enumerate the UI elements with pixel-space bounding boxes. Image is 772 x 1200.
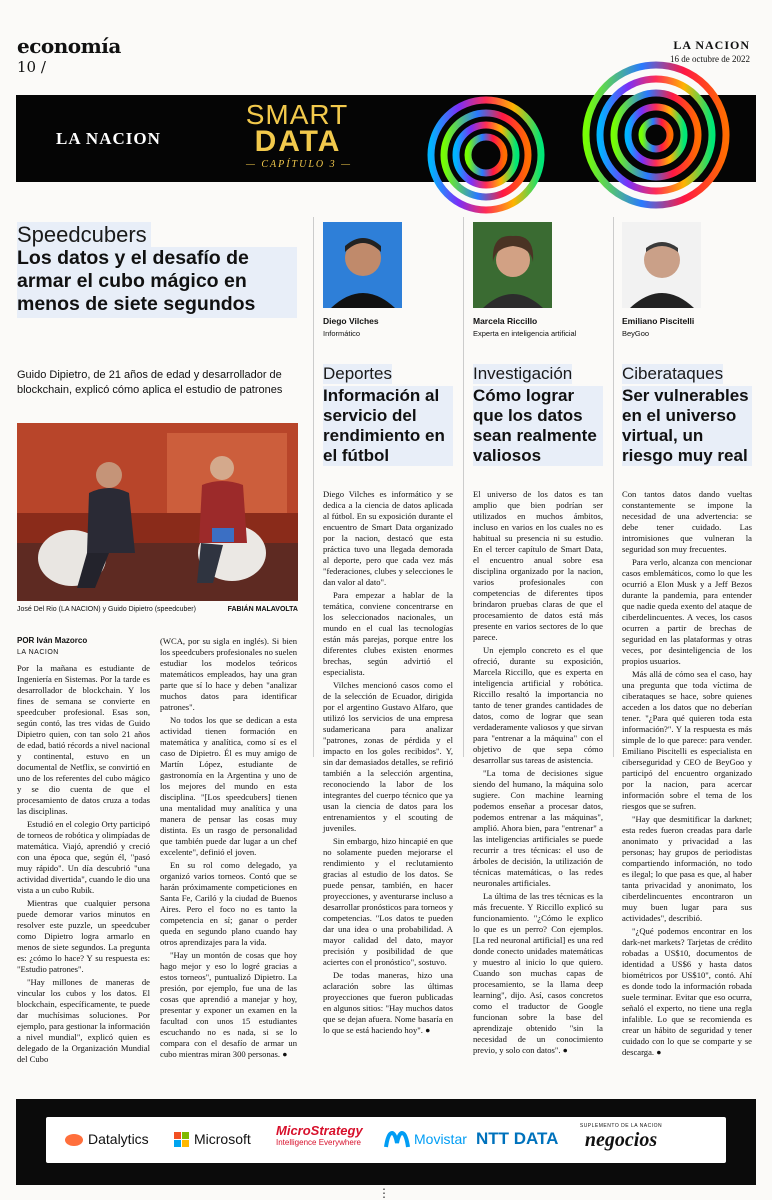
photo-caption: José Del Rio (LA NACION) y Guido Dipietro (speedcuber) FABIÁN MALAVOLTA — [17, 606, 298, 613]
profile-name: Diego Vilches — [323, 316, 379, 326]
byline: POR Iván Mazorco — [17, 636, 88, 645]
profile-headline: Ser vulnerables en el universo virtual, un riesgo muy real — [622, 386, 752, 466]
profile-role: Informático — [323, 329, 361, 338]
page-number: 10 / — [17, 58, 46, 76]
column-divider — [313, 217, 314, 757]
movistar-logo-icon — [384, 1131, 410, 1149]
photo-credit: FABIÁN MALAVOLTA — [227, 606, 298, 613]
sponsor-ntt-data[interactable]: NTT DATA — [476, 1129, 559, 1148]
main-article-col1: Por la mañana es estudiante de Ingeniería en Sistemas. Por la tarde es desarrollador de blockchain. Y los fines de semana se convierte en speedcuber profesional. Esas son, según contó, las tres vidas de Guido Dipietro quien, con tan solo 21 años de edad, batió récords a nivel nacional y continental, estuvo en un documental de Netflix, se convirtió en uno de los referentes del cubo mágico y se dio cuenta de que el procesamiento de datos cruza a todas las disciplinas. Estudió en el colegio Orty participó de torneos de robótica y olimpíadas de matemática. Viajó, aprendió y creció con una época que, según él, "pasó muy rápido". Un día descubrió "una actividad divertida", cuando le dio una vista a un cubo Rubik. Mientras que cualquier persona puede demorar varios minutos en resolver este puzzle, un speedcuber como Dipietro logra armarlo en menos de siete segundos. La pregunta es: ¿cómo lo hace? Y su respuesta es: "Estudio patrones". "Hay millones de maneras de vincular los cubos y los datos. El blockchain, específicamente, te puede dar muchísimas soluciones. Por ejemplo, para gestionar la información a nivel mundial", explicó quien es delegado de la Organización Mundial del Cubo — [17, 663, 150, 1064]
banner-title-smart: SMART — [245, 99, 349, 130]
profile-body: El universo de los datos es tan amplio que bien podrían ser utilizados en muchos ámbitos, incluso en varios en los cuales no es habitual su presencia ni su estudio. En el tercer capítulo de Smart Data, el encuentro anual sobre esa disciplina organizado por la nacion, varios profesionales con competencias de diferentes tipos brindaron pruebas claras de que el procesamiento de datos está más presente en varios sectores de lo que parece. Un ejemplo concreto es el que ofreció, durante su exposición, Marcela Riccillo, que es experta en inteligencia artificial y robótica. Riccillo resaltó la importancia no tanto de tener grandes cantidades de datos, como de lograr que sean verdaderamente valiosos y que sirvan para "entrenar a la máquina" con el objetivo de que sepa cómo desarrollar sus tareas de asistencia. "La toma de decisiones sigue siendo del humano, la máquina solo sugiere. Con machine learning podemos enseñar a procesar datos, podemos entrenar a las máquinas", amplió. Ahora bien, para "entrenar" a las inteligencias artificiales se puede recurrir a tres técnicas: el uso de árboles de decisión, la utilización de técnicas matemáticas, o las redes neuronales artificiales. La última de las tres técnicas es la más frecuente. Y Riccillo explicó su funcionamiento. "¿Cómo le explico lo que es un perro? Con ejemplos. [La red neuronal artificial] es una red donde conecto unidades matemáticas y muestro al inicio lo que quiero. Cuando son muchas capas de procesamiento, se la llama deep learning", dijo. Así, casos concretos como el traductor de Google funcionan sobre la base del aprendizaje obtenido "sin la necesidad de un conocimiento previo, y solo con datos". ● — [473, 489, 603, 1055]
sponsor-movistar[interactable]: Movistar — [384, 1131, 467, 1149]
main-article-kicker: Speedcubers — [17, 222, 151, 248]
profile-body: Diego Vilches es informático y se dedica a la ciencia de datos aplicada al fútbol. En su exposición durante el encuentro de Smart Data organizado por la nacion, destacó que esta práctica tuvo una llegada demorada al deporte, pero que cada vez más "federaciones, clubes y selecciones le dan valor al dato". Para empezar a hablar de la temática, conviene concentrarse en los seleccionados nacionales, un mundo en el cual las tecnologías están más parejas, porque entre los diferentes clubes existen enormes brechas, según advirtió el especialista. Vilches mencionó casos como el de la selección de Ecuador, dirigida por el argentino Gustavo Alfaro, que utilizó los servicios de una empresa sudamericana para analizar "patrones, zonas de pérdida y el impacto en los goles recibidos". Y, sin dar demasiados detalles, se refirió también a la selección argentina, reconociendo la labor de los integrantes del cuerpo técnico que ya usan la ciencia de datos para los entrenamientos y el scouting de juveniles. Sin embargo, hizo hincapié en que no solamente pueden mejorarse el rendimiento y el reclutamiento gracias al estudio de los datos. Se puede pensar, también, en hacer proyecciones, y aventurarse incluso a desarrollar pronósticos para torneos y competencias. "Los datos te pueden dar una idea o una probabilidad. A mayor calidad del dato, mayor precisión y posibilidad de que aciertes con el pronóstico", sostuvo. De todas maneras, hizo una aclaración sobre las últimas proyecciones que fueron publicadas en algunos sitios: "Hay muchos datos que se dejan afuera. Nome basaría en lo que se está haciendo hoy". ● — [323, 489, 453, 1035]
sponsor-strip — [46, 1117, 726, 1163]
publication-date: 16 de octubre de 2022 — [670, 54, 750, 64]
profile-kicker: Investigación — [473, 364, 573, 383]
more-options-icon[interactable]: ⋮ — [378, 1186, 390, 1200]
main-article-headline: Los datos y el desafío de armar el cubo mágico en menos de siete segundos — [17, 247, 297, 318]
portrait-emiliano-piscitelli — [622, 222, 701, 308]
masthead: LA NACION — [673, 38, 750, 52]
profile-kicker: Ciberataques — [622, 364, 724, 383]
profile-kicker: Deportes — [323, 364, 392, 383]
profile-role: BeyGoo — [622, 329, 650, 338]
profile-role: Experta en inteligencia artificial — [473, 329, 577, 338]
sponsor-datalytics[interactable]: Datalytics — [64, 1131, 149, 1147]
colorful-spiral-art — [416, 95, 756, 182]
banner-chapter: — CAPÍTULO 3 — — [245, 159, 353, 170]
sponsor-microsoft[interactable]: Microsoft — [174, 1131, 251, 1148]
profile-headline: Información al servicio del rendimiento en el fútbol — [323, 386, 453, 466]
datalytics-logo-icon — [64, 1133, 84, 1147]
smart-data-banner — [16, 95, 756, 182]
sponsor-negocios[interactable]: SUPLEMENTO DE LA NACION negocios — [579, 1123, 663, 1151]
profile-name: Emiliano Piscitelli — [622, 316, 695, 326]
banner-brand: LA NACION — [56, 129, 161, 148]
column-divider — [613, 217, 614, 757]
interview-photo — [17, 423, 298, 601]
section-title: economía — [17, 34, 121, 58]
microsoft-logo-icon — [174, 1132, 190, 1148]
column-divider — [463, 217, 464, 757]
portrait-marcela-riccillo — [473, 222, 552, 308]
banner-title-data: DATA — [254, 125, 342, 158]
profile-body: Con tantos datos dando vueltas constantemente se impone la necesidad de una advertencia: se debe tener cuidado. Las intromisiones que vulneran la seguridad son muy frecuentes. Para verlo, alcanza con mencionar casos emblemáticos, como lo que les ocurrió a Elon Musk y a Jeff Bezos durante la pandemia, para entender que nadie queda exento del ataque de ciberdelincuentes. A veces, los casos ocurren a partir de brechas de seguridad en las plataformas y otras veces, por desinteligencia de los propios usuarios. Más allá de cómo sea el caso, hay una pregunta que toda víctima de ciberataques se hace, sobre quienes acceden a los datos que no deberían tener. "¿Para qué quieren toda esta información?". Y la respuesta es más simple de lo que parece: para vender. Emiliano Piscitelli es especialista en ciberseguridad y CEO de BeyGoo y participó del encuentro organizado por la nacion, para acercar información sobre el tema de los riesgos que se sufren. "Hay que desmitificar la darknet; esta redes fueron creadas para darle anonimato y privacidad a las personas; hay grupos de periodistas compartiendo información, no todo es ilegal; lo que pasa es que, al haber tanta privacidad y anonimato, los ciberdelincuentes encontraron un muy buen lugar para sus actividades", describió. "¿Qué podemos encontrar en los dark-net markets? Tarjetas de crédito robadas a US$10, documentos de identidad a US$6 y hasta datos biométricos por US$10", contó. Ahí es donde todo la información robada suele terminar. Evitar que eso ocurra, señaló el experto, no tiene una regla infalible. Lo que se recomienda es crear un hábito de seguridad y tener cuidado con lo que se comparte y se descarga. ● — [622, 489, 752, 1057]
profile-name: Marcela Riccillo — [473, 316, 538, 326]
sponsor-microstrategy[interactable]: MicroStrategy Intelligence Everywhere — [276, 1123, 363, 1147]
main-article-col2: (WCA, por su sigla en inglés). Si bien los speedcubers profesionales no suelen estudiar los modelos teóricos matemáticos empleados, hay una gran parte que sí lo hace y deben "analizar muchos datos para identificar patrones". No todos los que se dedican a esta actividad tienen formación en matemática y analítica, como sí es el caso de Dipietro. Él es muy amigo de Martín López, estudiante de gastronomía en la Argentina y uno de los mejores del mundo en esta disciplina. "[Los speedcubers] tienen una mentalidad muy analítica y una manera de pensar las cosas muy distinta. Es un rasgo de personalidad que también puede dar lugar a un chef excelente", definió el joven. En su rol como delegado, ya organizó varios torneos. Contó que se harán próximamente competiciones en Santa Fe, Cariló y la ciudad de Buenos Aires. Pero el foco no es tanto la competencia en sí; ganar o perder queda en segundo plano cuando hay otros aprendizajes para la vida. "Hay un montón de cosas que hoy hago mejor y eso lo logré gracias a estos torneos", puntualizó Dipietro. La presión, por ejemplo, fue una de las cosas que aprendió a manejar y hoy, presentar y exponer un examen en la facultad con unos 15 estudiantes escuchando no es nada, si se lo compara con el desafío de armar un cubo mientras miran 300 personas. ● — [160, 636, 297, 1059]
profile-headline: Cómo lograr que los datos sean realmente valiosos — [473, 386, 603, 466]
portrait-diego-vilches — [323, 222, 402, 308]
sponsors-banner — [16, 1099, 756, 1185]
byline-org: LA NACION — [17, 649, 59, 656]
main-article-lead: Guido Dipietro, de 21 años de edad y desarrollador de blockchain, explicó cómo aplica el estudio de patrones — [17, 369, 283, 396]
